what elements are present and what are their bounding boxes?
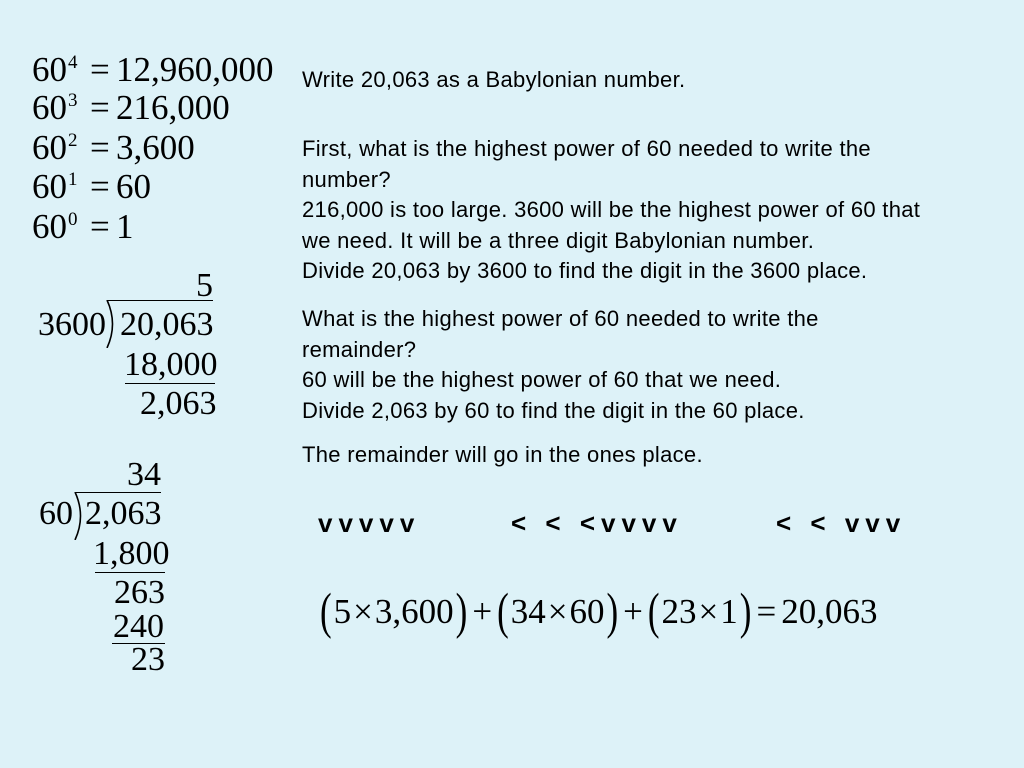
plus-sign: +: [472, 592, 493, 631]
power-row: [0, 50, 300, 90]
step-2-paragraph: [302, 304, 819, 426]
bracket-curve: [75, 492, 81, 540]
power-value: 216,000: [116, 88, 230, 127]
power-value: 3,600: [116, 128, 195, 167]
product: 1,800: [93, 535, 170, 572]
equals-sign: =: [756, 592, 777, 631]
term-digit: 5: [333, 592, 352, 631]
open-paren: (: [497, 583, 509, 640]
product: 240: [113, 608, 164, 645]
times-sign: ×: [698, 592, 719, 631]
power-value: 1: [116, 207, 134, 246]
power-base: 60: [32, 128, 67, 167]
times-sign: ×: [547, 592, 568, 631]
plus-sign: +: [623, 592, 643, 631]
power-value: 60: [116, 167, 151, 206]
power-row: [0, 207, 300, 247]
times-sign: ×: [353, 592, 373, 631]
text-line: Divide 2,063 by 60 to find the digit in the 60 place.: [302, 397, 805, 423]
equals-sign: =: [90, 50, 110, 89]
power-base: 60: [32, 207, 67, 246]
text-line: First, what is the highest power of 60 needed to write the: [302, 136, 871, 161]
dividend: 20,063: [120, 306, 214, 343]
divisor: 60: [39, 495, 73, 532]
power-row: [0, 88, 300, 128]
quotient-bar: [76, 492, 161, 493]
power-value: 12,960,000: [116, 50, 274, 89]
text-line: Divide 20,063 by 3600 to find the digit in the 3600 place.: [302, 258, 868, 283]
bracket-curve: [107, 300, 113, 348]
term-digit: 23: [661, 592, 697, 631]
babylonian-digit-group: < < <vvvv: [511, 508, 683, 538]
power-base: 60: [32, 88, 67, 127]
close-paren: ): [606, 583, 619, 640]
power-exponent: 0: [68, 209, 78, 230]
prompt-text: Write 20,063 as a Babylonian number.: [302, 67, 686, 92]
power-row: [0, 128, 300, 168]
open-paren: (: [320, 583, 332, 640]
open-paren: (: [647, 583, 660, 640]
remainder: 23: [131, 641, 165, 678]
equals-sign: =: [90, 88, 110, 127]
text-line: remainder?: [302, 336, 417, 362]
difference: 263: [114, 574, 165, 611]
power-exponent: 1: [68, 169, 78, 190]
remainder: 2,063: [140, 385, 217, 422]
quotient: 34: [127, 456, 161, 493]
power-base: 60: [32, 167, 67, 206]
babylonian-digit-group: vvvvv: [318, 508, 421, 538]
dividend: 2,063: [85, 495, 162, 532]
power-exponent: 3: [68, 90, 78, 111]
term-place-value: 3,600: [374, 592, 454, 631]
divisor: 3600: [38, 306, 106, 343]
text-line: 216,000 is too large. 3600 will be the highest power of 60 that: [302, 197, 921, 222]
division-bracket: [106, 300, 118, 348]
power-base: 60: [32, 50, 67, 89]
babylonian-digit-group: < < vvv: [776, 508, 907, 538]
equation-result: 20,063: [781, 592, 878, 631]
text-line: number?: [302, 166, 391, 192]
close-paren: ): [455, 583, 468, 640]
equals-sign: =: [90, 167, 110, 206]
close-paren: ): [739, 583, 752, 640]
text-line: What is the highest power of 60 needed to write the: [302, 306, 819, 331]
power-exponent: 2: [68, 130, 78, 151]
quotient-bar: [107, 300, 213, 301]
product: 18,000: [124, 346, 218, 383]
equals-sign: =: [90, 207, 110, 246]
equals-sign: =: [90, 128, 110, 167]
text-line: 60 will be the highest power of 60 that we need.: [302, 367, 782, 392]
term-place-value: 60: [569, 592, 605, 631]
term-digit: 34: [510, 592, 546, 631]
expanded-equation: [320, 583, 878, 640]
text-line: we need. It will be a three digit Babylonian number.: [302, 227, 815, 253]
quotient: 5: [196, 267, 213, 304]
term-place-value: 1: [720, 592, 738, 631]
power-row: [0, 167, 300, 207]
step-1-paragraph: [302, 134, 920, 287]
power-exponent: 4: [68, 52, 78, 73]
step-3-text: The remainder will go in the ones place.: [302, 442, 703, 467]
